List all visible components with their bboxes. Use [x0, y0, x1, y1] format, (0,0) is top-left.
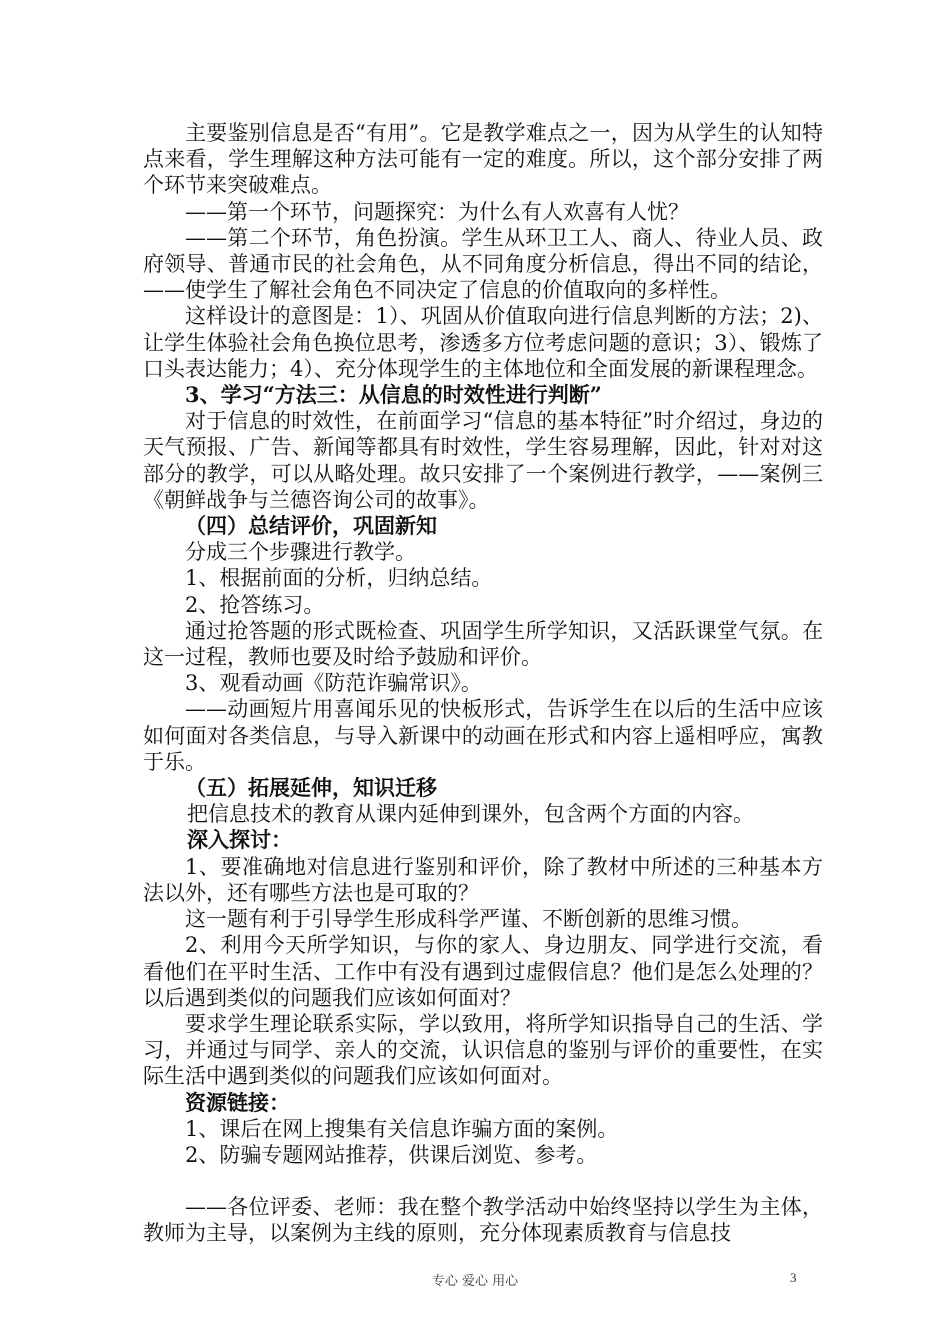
paragraph: 把信息技术的教育从课内延伸到课外，包含两个方面的内容。: [187, 802, 754, 827]
paragraph: 通过抢答题的形式既检查、巩固学生所学知识，又活跃课堂气氛。在这一过程，教师也要及时给予鼓励和评价。: [143, 618, 823, 670]
page-number: 3: [790, 1270, 797, 1285]
paragraph: 这一题有利于引导学生形成科学严谨、不断创新的思维习惯。: [185, 907, 752, 932]
paragraph: ——动画短片用喜闻乐见的快板形式，告诉学生在以后的生活中应该如何面对各类信息，与导入新课中的动画在形式和内容上遥相呼应，寓教于乐。: [143, 697, 823, 774]
document-body: [143, 120, 823, 1247]
paragraph: 分成三个步骤进行教学。: [185, 540, 416, 565]
paragraph: 2、抢答练习。: [185, 592, 325, 617]
section-heading: （四）总结评价，巩固新知: [185, 513, 437, 539]
paragraph: ——第二个环节，角色扮演。学生从环卫工人、商人、待业人员、政府领导、普通市民的社会角色，从不同角度分析信息，得出不同的结论，——使学生了解社会角色不同决定了信息的价值取向的多样性。: [143, 225, 823, 303]
paragraph: ——第一个环节，问题探究：为什么有人欢喜有人忧？: [185, 199, 689, 224]
paragraph: 1、课后在网上搜集有关信息诈骗方面的案例。: [185, 1116, 619, 1141]
paragraph: 2、防骗专题网站推荐，供课后浏览、参考。: [185, 1142, 598, 1167]
paragraph: ——各位评委、老师：我在整个教学活动中始终坚持以学生为主体，教师为主导，以案例为主线的原则，充分体现素质教育与信息技: [143, 1195, 823, 1246]
paragraph: 1、根据前面的分析，归纳总结。: [185, 566, 493, 591]
paragraph: 2、利用今天所学知识，与你的家人、身边朋友、同学进行交流，看看他们在平时生活、工作中有没有遇到过虚假信息？他们是怎么处理的？以后遇到类似的问题我们应该如何面对？: [143, 933, 823, 1010]
paragraph: 要求学生理论联系实际，学以致用，将所学知识指导自己的生活、学习，并通过与同学、亲人的交流，认识信息的鉴别与评价的重要性，在实际生活中遇到类似的问题我们应该如何面对。: [143, 1011, 823, 1089]
section-heading: 3、学习“方法三：从信息的时效性进行判断”: [185, 382, 602, 408]
paragraph: 3、观看动画《防范诈骗常识》。: [185, 671, 482, 696]
paragraph: 对于信息的时效性，在前面学习“信息的基本特征”时介绍过，身边的天气预报、广告、新闻等都具有时效性，学生容易理解，因此，针对对这部分的教学，可以从略处理。故只安排了一个案例进行教学，——案例三《朝鲜战争与兰德咨询公司的故事》。: [143, 409, 823, 512]
footer-slogan: 专心 爱心 用心: [431, 1274, 519, 1289]
subsection-heading: 深入探讨：: [187, 827, 292, 853]
subsection-heading: 资源链接：: [185, 1089, 290, 1115]
section-heading: （五）拓展延伸，知识迁移: [185, 775, 437, 801]
paragraph: 主要鉴别信息是否“有用”。它是教学难点之一，因为从学生的认知特点来看，学生理解这种方法可能有一定的难度。所以，这个部分安排了两个环节来突破难点。: [143, 121, 823, 198]
blank-line: [143, 1168, 823, 1194]
paragraph: 1、要准确地对信息进行鉴别和评价，除了教材中所述的三种基本方法以外，还有哪些方法也是可取的？: [143, 854, 823, 905]
paragraph: 这样设计的意图是：1）、巩固从价值取向进行信息判断的方法；2)、让学生体验社会角色换位思考，渗透多方位考虑问题的意识；3）、锻炼了口头表达能力；4）、充分体现学生的主体地位和全面发展的新课程理念。: [143, 304, 823, 381]
